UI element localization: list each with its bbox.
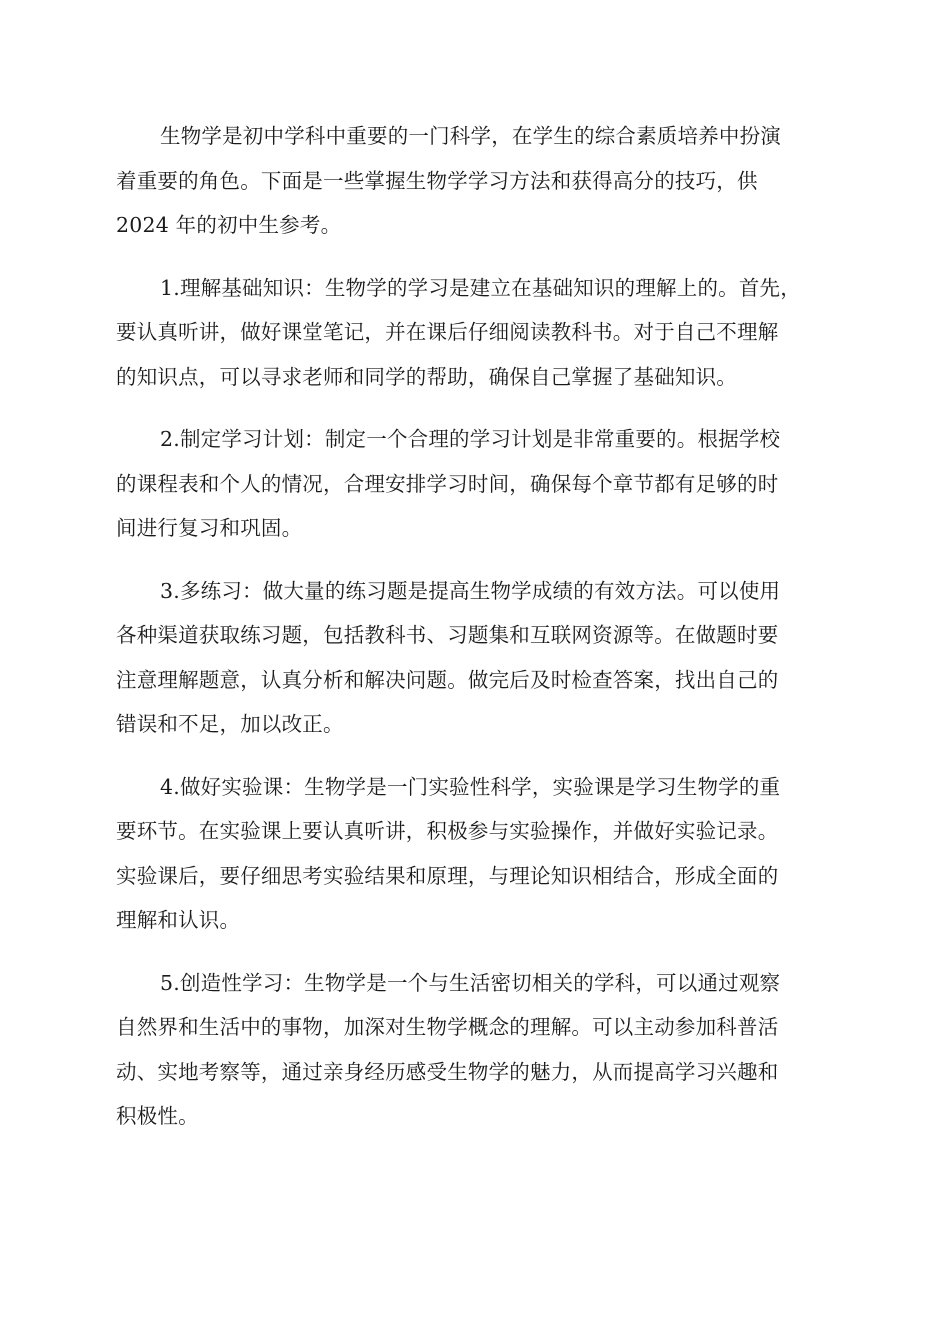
paragraph-line: 实验课后，要仔细思考实验结果和原理，与理论知识相结合，形成全面的 <box>116 863 779 888</box>
paragraph-line: 3.多练习：做大量的练习题是提高生物学成绩的有效方法。可以使用 <box>160 578 781 603</box>
paragraph-line: 注意理解题意，认真分析和解决问题。做完后及时检查答案，找出自己的 <box>116 667 779 692</box>
tip-paragraph-1 <box>116 266 834 400</box>
paragraph-line: 的课程表和个人的情况，合理安排学习时间，确保每个章节都有足够的时 <box>116 471 779 496</box>
document-body <box>116 114 834 1157</box>
paragraph-line: 1.理解基础知识：生物学的学习是建立在基础知识的理解上的。首先， <box>160 275 801 300</box>
paragraph-line: 2024 年的初中生参考。 <box>116 213 342 237</box>
paragraph-line: 理解和认识。 <box>116 908 241 932</box>
paragraph-line: 要环节。在实验课上要认真听讲，积极参与实验操作，并做好实验记录。 <box>116 819 779 843</box>
tip-paragraph-5 <box>116 961 834 1139</box>
paragraph-line: 各种渠道获取练习题，包括教科书、习题集和互联网资源等。在做题时要 <box>116 623 779 647</box>
paragraph-line: 2.制定学习计划：制定一个合理的学习计划是非常重要的。根据学校 <box>160 427 781 451</box>
paragraph-line: 动、实地考察等，通过亲身经历感受生物学的魅力，从而提高学习兴趣和 <box>116 1059 779 1084</box>
paragraph-line: 要认真听讲，做好课堂笔记，并在课后仔细阅读教科书。对于自己不理解 <box>116 320 779 344</box>
paragraph-line: 间进行复习和巩固。 <box>116 516 303 540</box>
paragraph-line: 4.做好实验课：生物学是一门实验性科学，实验课是学习生物学的重 <box>160 774 781 799</box>
paragraph-line: 错误和不足，加以改正。 <box>116 712 344 736</box>
tip-paragraph-2 <box>116 417 834 551</box>
intro-paragraph <box>116 114 834 248</box>
paragraph-line: 生物学是初中学科中重要的一门科学，在学生的综合素质培养中扮演 <box>160 124 781 148</box>
paragraph-line: 积极性。 <box>116 1104 199 1128</box>
paragraph-line: 5.创造性学习：生物学是一个与生活密切相关的学科，可以通过观察 <box>160 970 781 995</box>
tip-paragraph-4 <box>116 765 834 943</box>
paragraph-line: 的知识点，可以寻求老师和同学的帮助，确保自己掌握了基础知识。 <box>116 364 737 389</box>
tip-paragraph-3 <box>116 569 834 747</box>
paragraph-line: 着重要的角色。下面是一些掌握生物学学习方法和获得高分的技巧，供 <box>116 168 758 193</box>
paragraph-line: 自然界和生活中的事物，加深对生物学概念的理解。可以主动参加科普活 <box>116 1015 779 1039</box>
